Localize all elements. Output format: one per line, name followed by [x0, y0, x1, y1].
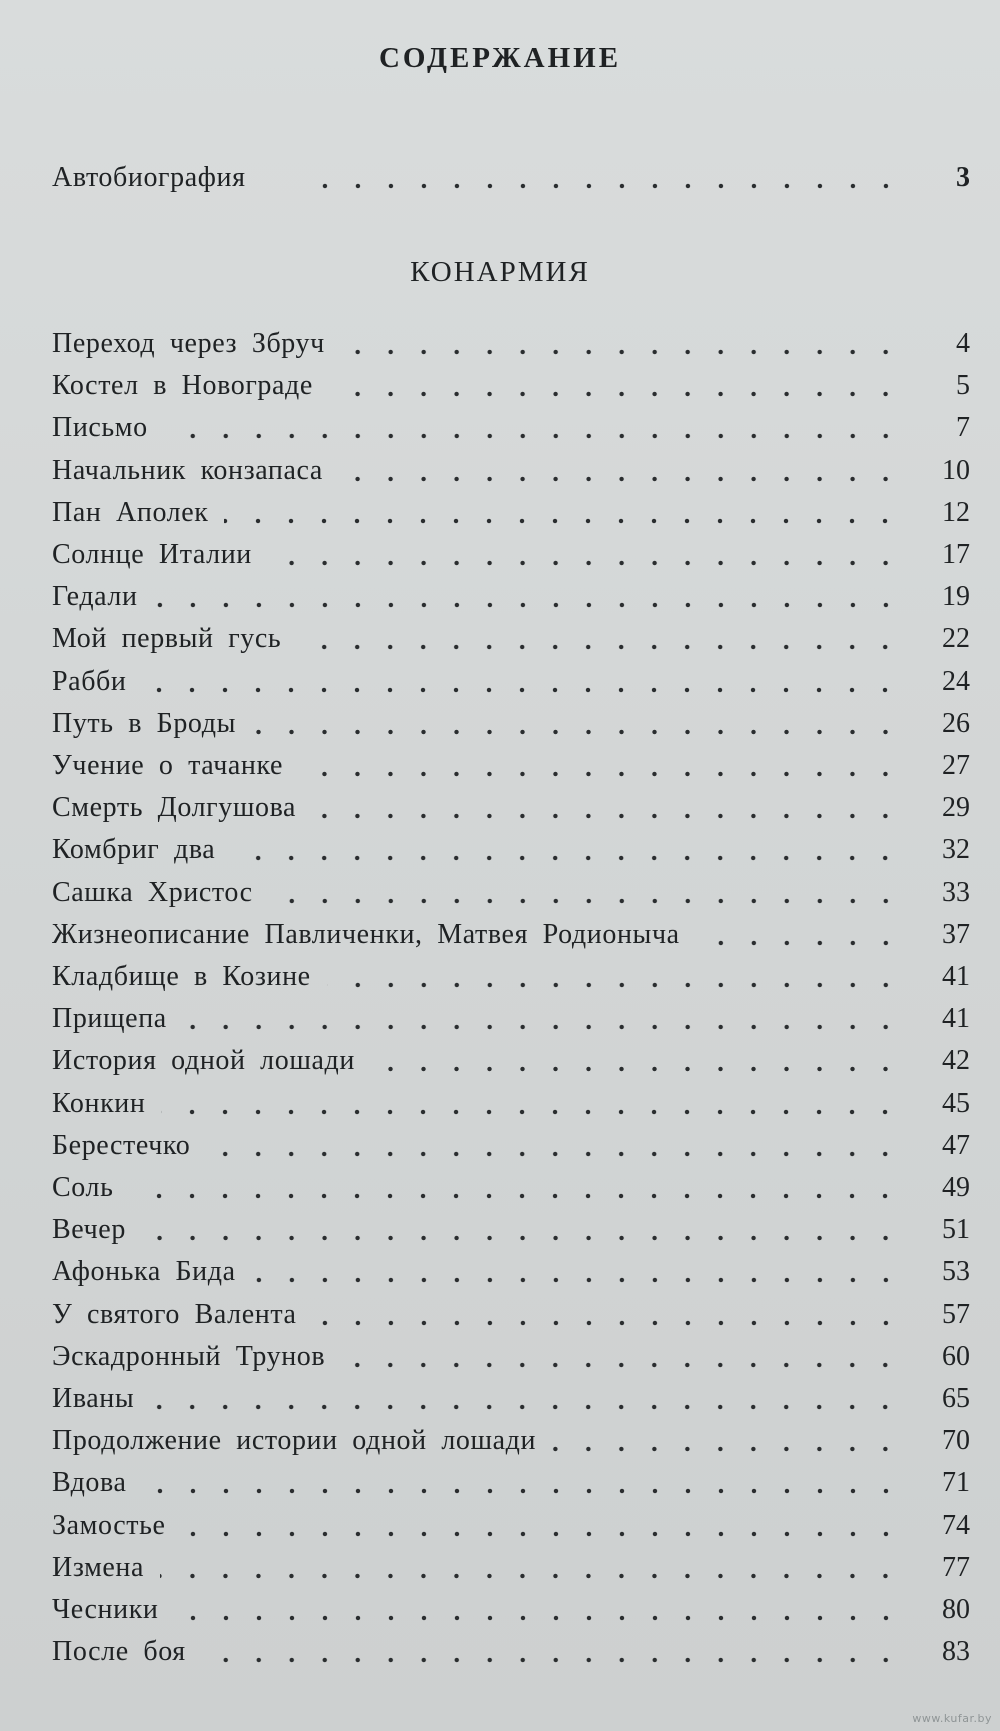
- toc-entry: [52, 489, 970, 529]
- dot-leader: [164, 432, 902, 440]
- dot-leader: [142, 1234, 902, 1242]
- entry-page-number: 4: [956, 328, 970, 359]
- entry-page-number: 53: [942, 1256, 970, 1287]
- toc-entry: [52, 1122, 970, 1162]
- entry-title: Пан Аполек: [52, 497, 209, 528]
- dot-leader: [252, 1276, 902, 1284]
- entry-page-number: 37: [942, 919, 970, 950]
- entry-page-number: 51: [942, 1214, 970, 1245]
- dot-leader: [154, 601, 902, 609]
- dot-leader: [371, 1065, 902, 1073]
- toc-entry: [52, 1333, 970, 1373]
- dot-leader: [183, 1023, 902, 1031]
- toc-entry: [52, 404, 970, 444]
- entry-page-number: 26: [942, 708, 970, 739]
- entry-page-number: 71: [942, 1467, 970, 1498]
- dot-leader: [143, 1487, 902, 1495]
- entry-page-number: 65: [942, 1383, 970, 1414]
- entry-title: Переход через Збруч: [52, 328, 325, 359]
- dot-leader: [696, 939, 902, 947]
- entry-page-number: 45: [942, 1088, 970, 1119]
- toc-entry: [52, 1037, 970, 1077]
- toc-title: СОДЕРЖАНИЕ: [378, 42, 622, 74]
- dot-leader: [312, 182, 902, 190]
- entry-title: Гедали: [52, 581, 138, 612]
- entry-title: Начальник конзапаса: [52, 455, 323, 486]
- entry-page-number: 49: [942, 1172, 970, 1203]
- toc-entry: [52, 1080, 970, 1120]
- dot-leader: [161, 1108, 902, 1116]
- dot-leader: [150, 1403, 902, 1411]
- toc-entry: [52, 953, 970, 993]
- dot-leader: [202, 1656, 902, 1664]
- dot-leader: [329, 390, 902, 398]
- toc-entry: [52, 1544, 970, 1584]
- entry-title: Афонька Бида: [52, 1256, 236, 1287]
- dot-leader: [182, 1530, 902, 1538]
- entry-title: Комбриг два: [52, 834, 216, 865]
- dot-leader: [299, 770, 902, 778]
- entry-title: Смерть Долгушова: [52, 792, 297, 823]
- entry-page-number: 83: [942, 1636, 970, 1667]
- toc-entry: [52, 1586, 970, 1626]
- entry-title: Прищепа: [52, 1003, 167, 1034]
- dot-leader: [142, 686, 902, 694]
- entry-page-number: 22: [942, 623, 970, 654]
- toc-entry: [52, 1206, 970, 1246]
- entry-title: Вдова: [52, 1467, 127, 1498]
- entry-title: После боя: [52, 1636, 186, 1667]
- dot-leader: [129, 1192, 902, 1200]
- dot-leader: [552, 1445, 902, 1453]
- entry-title: Вечер: [52, 1214, 126, 1245]
- toc-entry: [52, 700, 970, 740]
- entry-title: Письмо: [52, 412, 148, 443]
- toc-entry: [52, 1628, 970, 1668]
- toc-entry: [52, 826, 970, 866]
- dot-leader: [327, 981, 902, 989]
- toc-entry: [52, 658, 970, 698]
- entry-title: Рабби: [52, 666, 127, 697]
- entry-title: Сашка Христос: [52, 877, 253, 908]
- entry-title: Берестечко: [52, 1130, 191, 1161]
- entry-page-number: 60: [942, 1341, 970, 1372]
- section-title: КОНАРМИЯ: [410, 256, 590, 288]
- entry-page-number: 41: [942, 1003, 970, 1034]
- watermark: www.kufar.by: [912, 1712, 992, 1725]
- entry-page-number: 3: [956, 162, 970, 193]
- entry-title: Продолжение истории одной лошади: [52, 1425, 537, 1456]
- toc-entry: [52, 1417, 970, 1457]
- toc-entry: [52, 1375, 970, 1415]
- entry-title: Эскадронный Трунов: [52, 1341, 326, 1372]
- entry-page-number: 41: [942, 961, 970, 992]
- entry-page-number: 27: [942, 750, 970, 781]
- entry-title: Солнце Италии: [52, 539, 252, 570]
- entry-page-number: 42: [942, 1045, 970, 1076]
- entry-page-number: 57: [942, 1299, 970, 1330]
- dot-leader: [160, 1572, 902, 1580]
- dot-leader: [313, 1319, 902, 1327]
- entry-title: Жизнеописание Павличенки, Матвея Родионыча: [52, 919, 680, 950]
- entry-page-number: 7: [956, 412, 970, 443]
- toc-entry: [52, 1248, 970, 1288]
- entry-page-number: 70: [942, 1425, 970, 1456]
- entry-title: У святого Валента: [52, 1299, 297, 1330]
- entry-page-number: 5: [956, 370, 970, 401]
- entry-page-number: 17: [942, 539, 970, 570]
- dot-leader: [297, 643, 902, 651]
- entry-page-number: 24: [942, 666, 970, 697]
- dot-leader: [341, 1361, 902, 1369]
- entry-page-number: 47: [942, 1130, 970, 1161]
- dot-leader: [252, 728, 902, 736]
- toc-entry: [52, 362, 970, 402]
- toc-entry: [52, 447, 970, 487]
- entry-title: Измена: [52, 1552, 145, 1583]
- entry-page-number: 19: [942, 581, 970, 612]
- toc-entry: [52, 1459, 970, 1499]
- dot-leader: [175, 1614, 902, 1622]
- toc-entry: [52, 531, 970, 571]
- dot-leader: [206, 1150, 902, 1158]
- toc-entry: [52, 742, 970, 782]
- entry-page-number: 32: [942, 834, 970, 865]
- entry-page-number: 29: [942, 792, 970, 823]
- entry-title: Конкин: [52, 1088, 146, 1119]
- entry-title: Автобиография: [52, 162, 246, 193]
- entry-title: Учение о тачанке: [52, 750, 284, 781]
- entry-title: Кладбище в Козине: [52, 961, 311, 992]
- entry-page-number: 10: [942, 455, 970, 486]
- toc-entry: [52, 1291, 970, 1331]
- dot-leader: [268, 559, 902, 567]
- toc-entry: [52, 1502, 970, 1542]
- toc-entry: [52, 869, 970, 909]
- toc-entry: [52, 615, 970, 655]
- toc-entry: [52, 1164, 970, 1204]
- entry-title: Мой первый гусь: [52, 623, 282, 654]
- dot-leader: [312, 812, 902, 820]
- entry-title: Иваны: [52, 1383, 135, 1414]
- dot-leader: [269, 897, 902, 905]
- entry-title: Костел в Новограде: [52, 370, 313, 401]
- toc-entry-autobiography: [52, 154, 970, 194]
- toc-entry: [52, 320, 970, 360]
- entry-page-number: 12: [942, 497, 970, 528]
- entry-title: Замостье: [52, 1510, 166, 1541]
- entry-title: История одной лошади: [52, 1045, 355, 1076]
- toc-entry: [52, 911, 970, 951]
- dot-leader: [341, 348, 902, 356]
- entry-title: Чесники: [52, 1594, 159, 1625]
- entry-page-number: 33: [942, 877, 970, 908]
- dot-leader: [231, 854, 902, 862]
- entry-page-number: 80: [942, 1594, 970, 1625]
- entry-title: Путь в Броды: [52, 708, 236, 739]
- entry-title: Соль: [52, 1172, 114, 1203]
- toc-entry: [52, 573, 970, 613]
- entry-page-number: 74: [942, 1510, 970, 1541]
- toc-entry: [52, 784, 970, 824]
- entry-page-number: 77: [942, 1552, 970, 1583]
- dot-leader: [224, 517, 902, 525]
- toc-entry: [52, 995, 970, 1035]
- dot-leader: [339, 475, 902, 483]
